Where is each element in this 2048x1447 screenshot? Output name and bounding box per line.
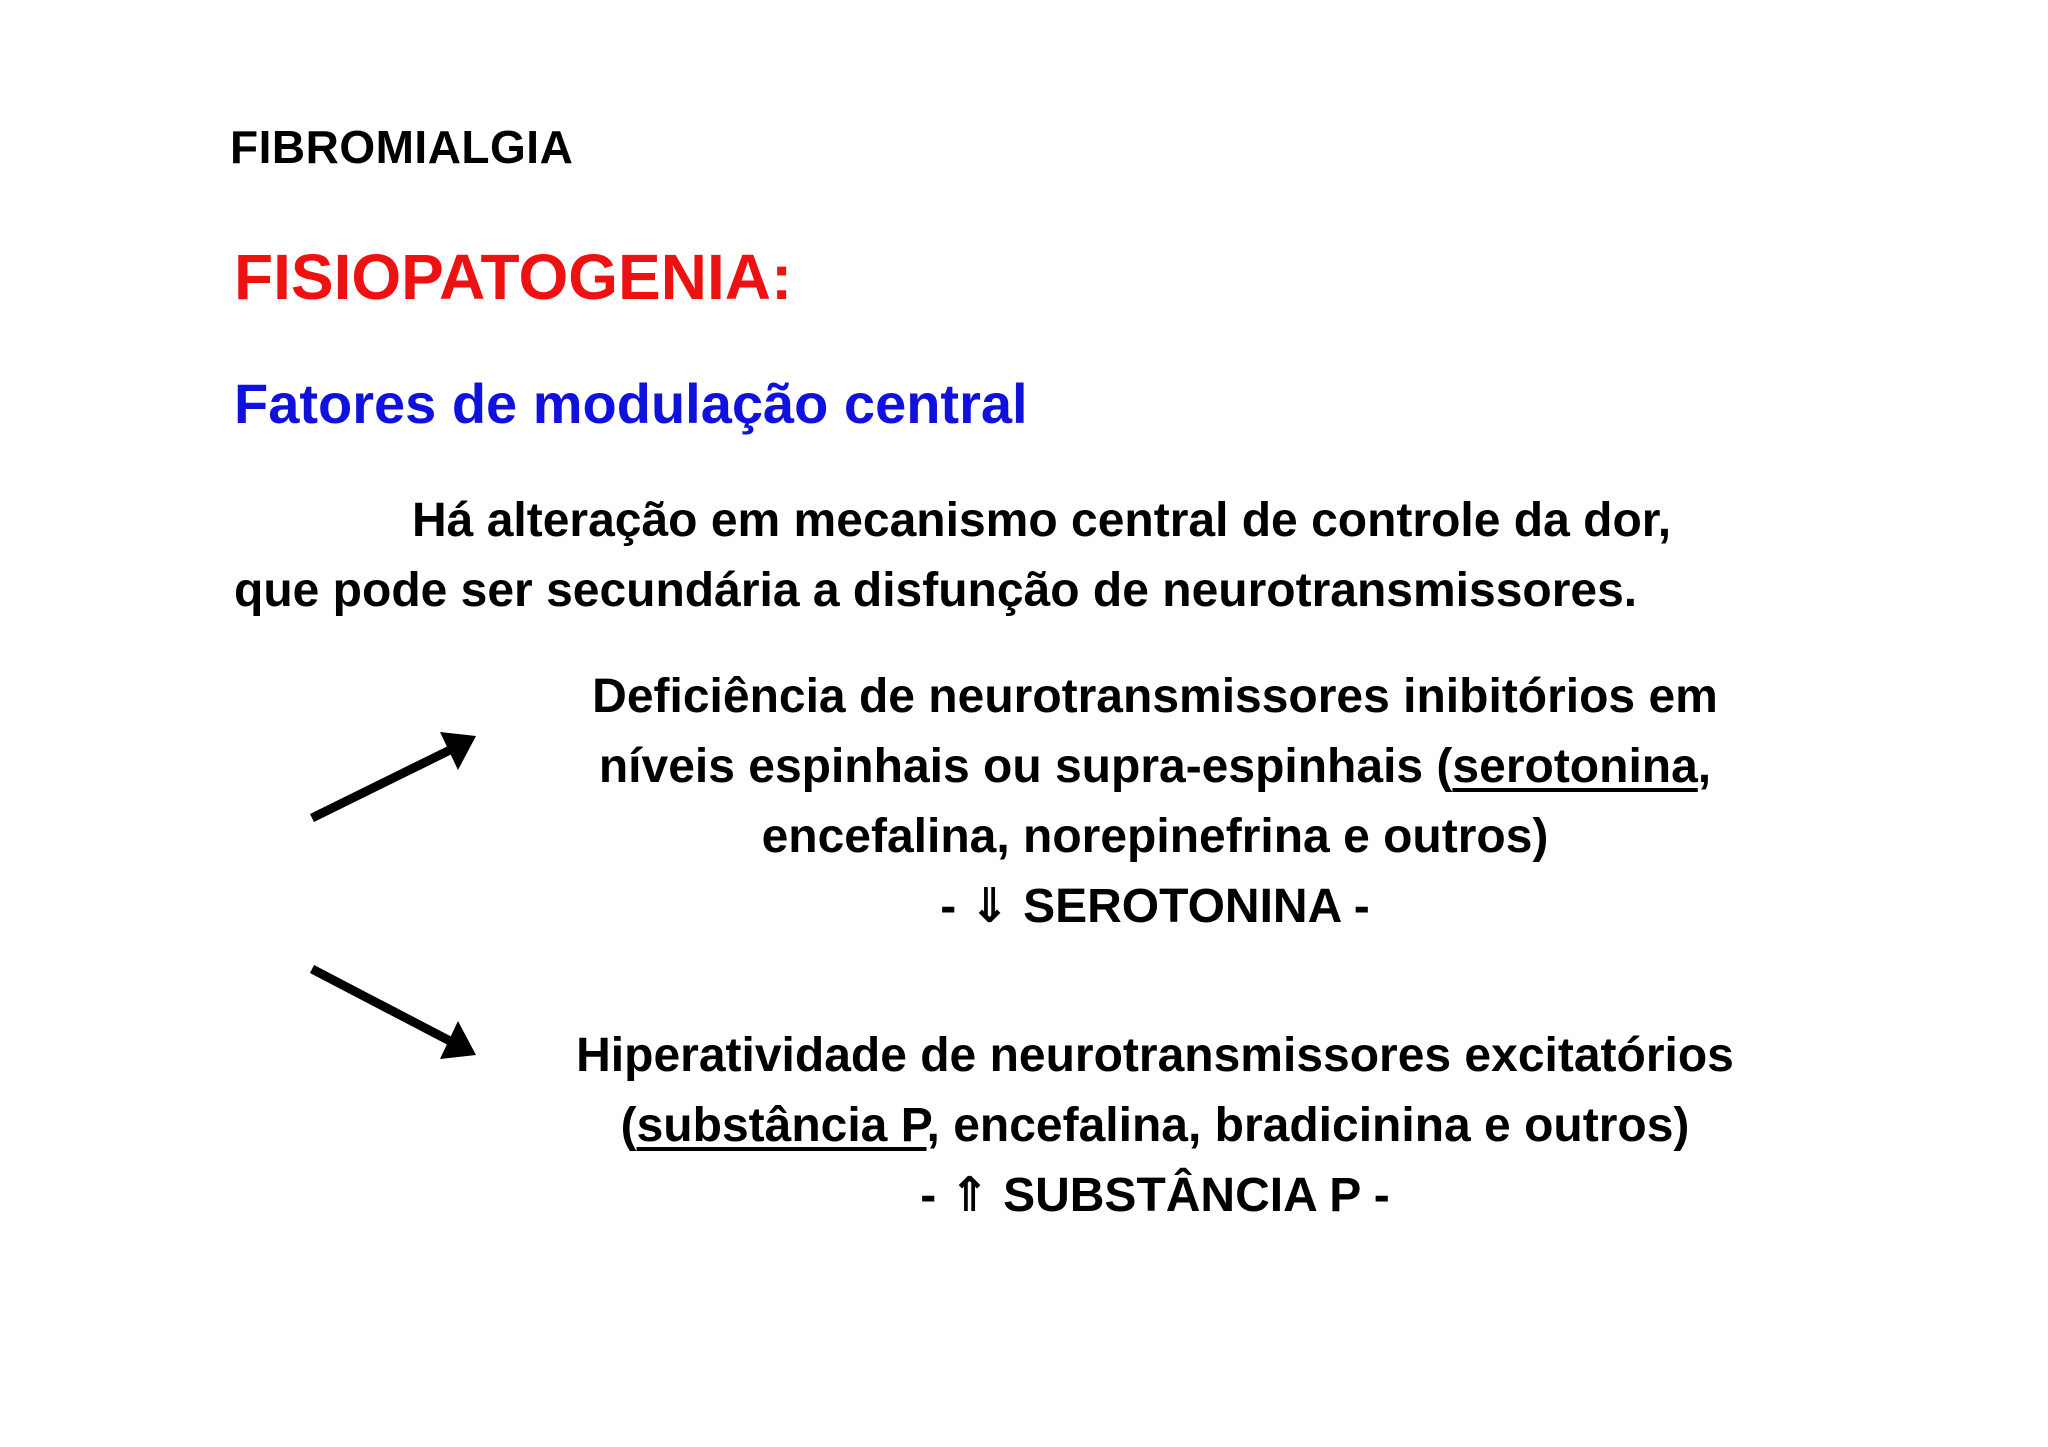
deficiency-line-2-prefix: níveis espinhais ou supra-espinhais ( [598,740,1453,793]
intro-line-1: Há alteração em mecanismo central de controle da dor, [412,494,1672,547]
hyperactivity-line-2 [505,1091,1805,1161]
substancia-p-underlined: substância P [636,1099,927,1152]
arrow-up-right-icon [300,722,490,832]
serotonina-summary: - ⇓ SEROTONINA - [940,880,1370,933]
deficiency-line-3: encefalina, norepinefrina e outros) [761,810,1549,863]
hyperactivity-line-1: Hiperatividade de neurotransmissores excitatórios [576,1029,1734,1082]
intro-line-2: que pode ser secundária a disfunção de neurotransmissores. [234,564,1638,617]
serotonina-underlined: serotonina [1452,740,1698,793]
deficiency-line-1: Deficiência de neurotransmissores inibitórios em [592,670,1718,723]
substancia-p-summary: - ⇑ SUBSTÂNCIA P - [920,1169,1390,1222]
arrow-down-right-icon [300,955,490,1065]
slide-title: FISIOPATOGENIA: [234,241,793,313]
slide-header: FIBROMIALGIA [230,121,574,173]
slide-subtitle: Fatores de modulação central [234,372,1028,435]
deficiency-block [505,662,1805,942]
hyperactivity-line-2-suffix: , encefalina, bradicinina e outros) [926,1099,1690,1152]
hyperactivity-block [505,1021,1805,1231]
intro-paragraph [234,486,1814,626]
hyperactivity-line-2-prefix: ( [620,1099,637,1152]
deficiency-line-2-suffix: , [1697,740,1712,793]
deficiency-line-2 [505,732,1805,802]
